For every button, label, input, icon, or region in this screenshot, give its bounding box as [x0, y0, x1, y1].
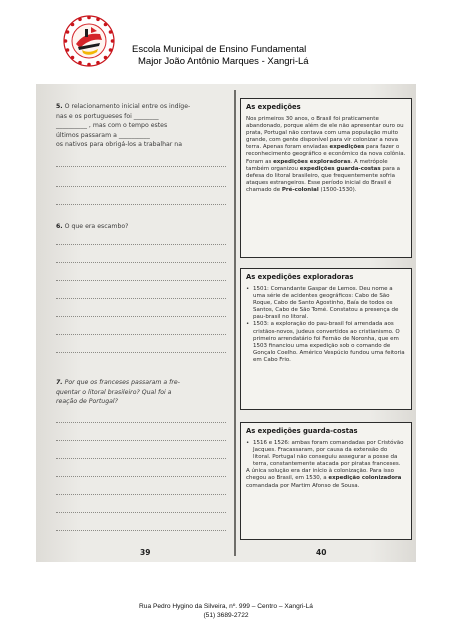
box-expedicoes [240, 98, 412, 258]
left-page [56, 94, 232, 544]
answer-line[interactable] [56, 262, 226, 263]
answer-line[interactable] [56, 166, 226, 167]
school-subtitle: Major João Antônio Marques - Xangri-Lá [138, 56, 309, 67]
question-7 [56, 378, 232, 407]
answer-line[interactable] [56, 494, 226, 495]
answer-line[interactable] [56, 476, 226, 477]
question-5-line-1: O relacionamento inicial entre os indíge- [64, 103, 191, 110]
footer-address: Rua Pedro Hygino da Silveira, nº. 999 – Centro – Xangri-Lá [139, 603, 313, 610]
question-7-line-3: reação de Portugal? [56, 398, 118, 406]
answer-line[interactable] [56, 186, 226, 187]
box-exploradoras-title: As expedições exploradoras [246, 273, 354, 281]
answer-line[interactable] [56, 298, 226, 299]
answer-line[interactable] [56, 244, 226, 245]
answer-line[interactable] [56, 280, 226, 281]
question-7-line-1: Por que os franceses passaram a fre- [64, 379, 180, 386]
question-6-number: 6. [56, 223, 63, 230]
book-page-scan [36, 84, 416, 562]
school-name: Escola Municipal de Ensino Fundamental [132, 44, 307, 55]
question-5-number: 5. [56, 103, 63, 110]
right-page [240, 92, 412, 550]
answer-line[interactable] [56, 512, 226, 513]
question-5-line-5: os nativos para obrigá-los a trabalhar na [56, 141, 183, 149]
list-item: • 1501: Comandante Gaspar de Lemos. Deu nome a uma série de acidentes geográficos: Cabo de São Roque, Cabo de Santo Agostinho, Baía de todos os Santos, Cabo de São Tomé. Constatou a presença de pau-brasil no litoral. [246, 286, 406, 321]
answer-line[interactable] [56, 352, 226, 353]
question-7-line-2: quentar o litoral brasileiro? Qual foi a [56, 388, 172, 396]
box-expedicoes-guarda-costas [240, 422, 412, 540]
answer-line[interactable] [56, 204, 226, 205]
question-6 [56, 222, 232, 232]
answer-line[interactable] [56, 440, 226, 441]
question-5: 5. O relacionamento inicial entre os indíge- nas e os portugueses foi ________ __________ , mas com o tempo estes últimos passaram a __________ os nativos para obrigá-los a trabalhar na [56, 103, 191, 149]
question-5-line-4: últimos passaram a [56, 131, 117, 139]
box-guarda-costas-title: As expedições guarda-costas [246, 427, 358, 435]
answer-line[interactable] [56, 334, 226, 335]
footer-phone: (51) 3689-2722 [203, 612, 249, 619]
book-spine [234, 90, 236, 556]
list-item: • 1516 e 1526: ambas foram comandadas por Cristóvão Jacques. Fracassaram, por causa da extensão do litoral. Portugal não conseguiu assegurar a posse da terra, constantemente atacada por piratas franceses. [246, 440, 406, 468]
page-number-left: 39 [140, 548, 151, 557]
question-7-number: 7. [56, 379, 63, 386]
question-5-line-2: nas e os portugueses foi [56, 112, 132, 120]
box-expedicoes-exploradoras [240, 268, 412, 410]
box-expedicoes-text: Nos primeiros 30 anos, o Brasil foi praticamente abandonado, porque além de ele não apresentar ouro ou prata, Portugal não contava com uma população muito grande, com gente disponível para vir colonizar a nova terra. Apenas foram enviadas expedições para fazer o reconhecimento geográfico e econômico da nova colônia. Foram as expedições exploradoras. A metrópole também organizou expedições guarda-costas para a defesa do litoral brasileiro, que frequentemente sofria ataques estrangeiros. Esse período inicial do Brasil é chamado de Pré-colonial (1500-1530). [246, 116, 406, 193]
box-expedicoes-title: As expedições [246, 103, 301, 111]
list-item: • 1503: a exploração do pau-brasil foi arrendada aos cristãos-novos, judeus convertidos ao cristianismo. O primeiro arrendatário foi Fernão de Noronha, que em 1503 financiou uma expedição sob o comando de Gonçalo Coelho. Américo Vespúcio fundou uma feitoria em Cabo Frio. [246, 321, 406, 364]
answer-line[interactable] [56, 422, 226, 423]
school-logo [62, 14, 116, 68]
answer-line[interactable] [56, 316, 226, 317]
page-number-right: 40 [316, 548, 327, 557]
box-guarda-costas-closing: A única solução era dar início à colonização. Para isso chegou ao Brasil, em 1530, a expedição colonizadora comandada por Martim Afonso de Sousa. [246, 468, 402, 489]
answer-line[interactable] [56, 458, 226, 459]
question-5-line-3: , mas com o tempo estes [88, 122, 168, 130]
question-6-text: O que era escambo? [64, 223, 129, 230]
answer-line[interactable] [56, 530, 226, 531]
